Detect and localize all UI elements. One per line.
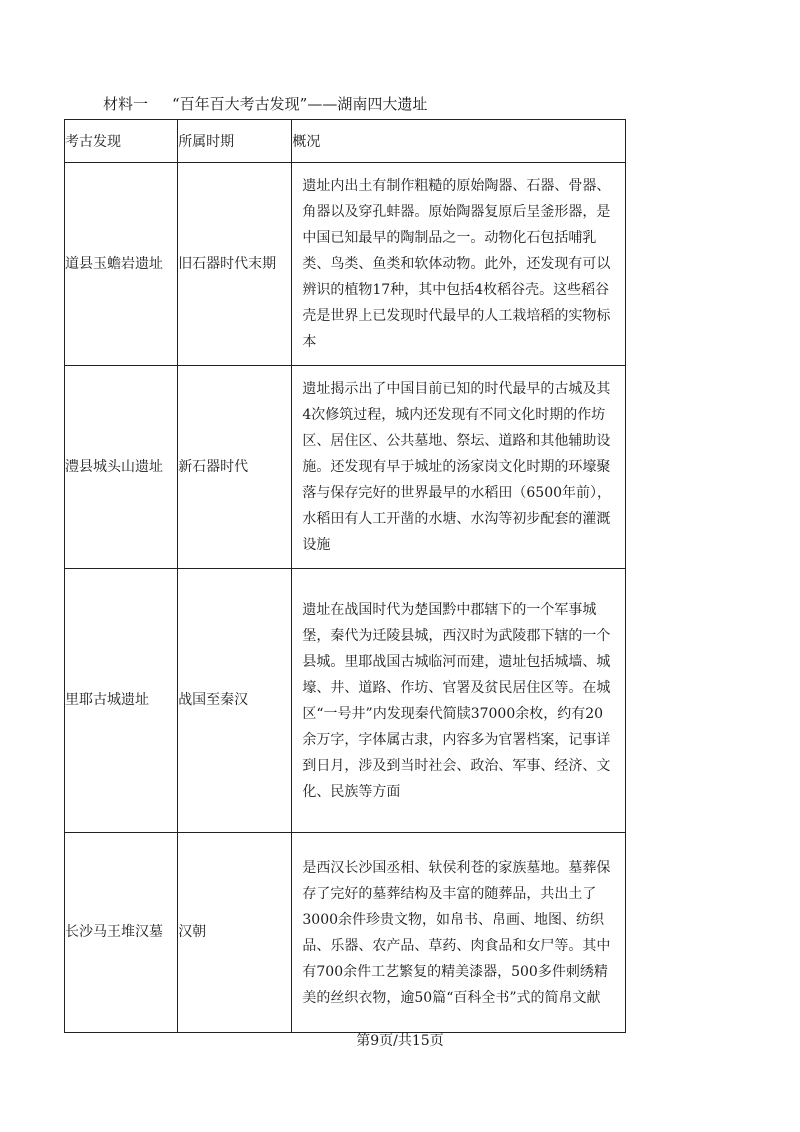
summary-cell: 遗址在战国时代为楚国黔中郡辖下的一个军事城堡，秦代为迁陵县城，西汉时为武陵郡下辖的一个县城。里耶战国古城临河而建，遗址包括城墙、城壕、井、道路、作坊、官署及贫民居住区等。在城区“一号井”内发现秦代简牍37000余枚，约有20余万字，字体属古隶，内容多为官署档案，记事详到日月，涉及到当时社会、政治、军事、经济、文化、民族等方面 <box>292 569 626 833</box>
site-cell: 道县玉蟾岩遗址 <box>65 163 178 366</box>
sites-table <box>64 119 626 1033</box>
period-cell: 战国至秦汉 <box>178 569 292 833</box>
summary-cell: 遗址揭示出了中国目前已知的时代最早的古城及其4次修筑过程，城内还发现有不同文化时期的作坊区、居住区、公共墓地、祭坛、道路和其他辅助设施。还发现有早于城址的汤家岗文化时期的环壕聚落与保存完好的世界最早的水稻田（6500年前），水稻田有人工开凿的水塘、水沟等初步配套的灌溉设施 <box>292 366 626 569</box>
summary-cell: 遗址内出土有制作粗糙的原始陶器、石器、骨器、角器以及穿孔蚌器。原始陶器复原后呈釜形器，是中国已知最早的陶制品之一。动物化石包括哺乳类、鸟类、鱼类和软体动物。此外，还发现有可以辨识的植物17种，其中包括4枚稻谷壳。这些稻谷壳是世界上已发现时代最早的人工栽培稻的实物标本 <box>292 163 626 366</box>
site-cell: 里耶古城遗址 <box>65 569 178 833</box>
period-cell: 旧石器时代末期 <box>178 163 292 366</box>
period-cell: 汉朝 <box>178 833 292 1033</box>
header-site: 考古发现 <box>65 120 178 163</box>
material-label: 材料一 <box>103 95 149 113</box>
summary-cell: 是西汉长沙国丞相、轪侯利苍的家族墓地。墓葬保存了完好的墓葬结构及丰富的随葬品，共出土了3000余件珍贵文物，如帛书、帛画、地图、纺织品、乐器、农产品、草药、肉食品和女尸等。其中有700余件工艺繁复的精美漆器，500多件刺绣精美的丝织衣物，逾50篇“百科全书”式的简帛文献 <box>292 833 626 1033</box>
table-header-row <box>65 120 626 163</box>
site-cell: 澧县城头山遗址 <box>65 366 178 569</box>
material-caption <box>103 94 427 114</box>
material-title: “百年百大考古发现”——湖南四大遗址 <box>172 95 428 113</box>
table-row <box>65 833 626 1033</box>
site-cell: 长沙马王堆汉墓 <box>65 833 178 1033</box>
header-summary: 概况 <box>292 120 626 163</box>
header-period: 所属时期 <box>178 120 292 163</box>
table-row <box>65 366 626 569</box>
table-row <box>65 163 626 366</box>
page-number: 第9页/共15页 <box>356 1033 444 1049</box>
period-cell: 新石器时代 <box>178 366 292 569</box>
table-row <box>65 569 626 833</box>
